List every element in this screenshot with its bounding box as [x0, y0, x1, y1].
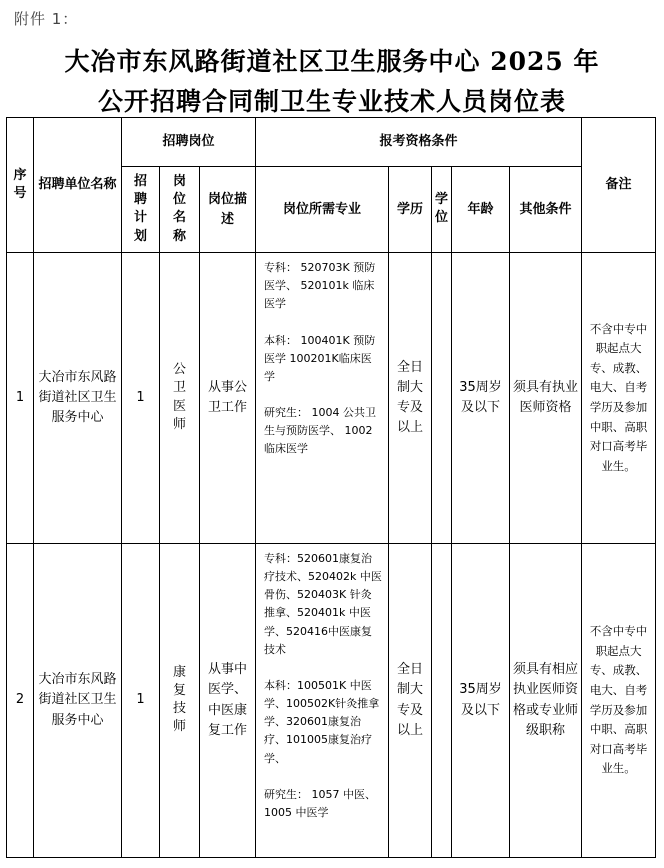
table-row: [7, 253, 656, 544]
header-age: 年龄: [452, 167, 510, 253]
row-seq: 1: [7, 253, 34, 544]
header-education: 学历: [389, 167, 432, 253]
header-degree: 学位: [432, 167, 452, 253]
row-other: 须具有执业医师资格: [510, 253, 582, 544]
row-plan: 1: [122, 544, 160, 858]
row-post-desc: 从事公卫工作: [200, 253, 256, 544]
row-plan: 1: [122, 253, 160, 544]
page-title-line1: 大冶市东风路街道社区卫生服务中心 2025 年: [64, 47, 600, 76]
header-unit: 招聘单位名称: [34, 118, 122, 253]
row-education: 全日制大专及以上: [389, 544, 432, 858]
row-remark: 不含中专中职起点大专、成教、电大、自考学历及参加中职、高职对口高考毕业生。: [582, 253, 656, 544]
page-title-line2: 公开招聘合同制卫生专业技术人员岗位表: [97, 87, 566, 116]
row-education: 全日制大专及以上: [389, 253, 432, 544]
row-other: 须具有相应执业医师资格或专业师级职称: [510, 544, 582, 858]
table-row: [7, 544, 656, 858]
header-seq: 序号: [7, 118, 34, 253]
row-unit: 大冶市东风路街道社区卫生服务中心: [34, 253, 122, 544]
header-post-desc: 岗位描述: [200, 167, 256, 253]
header-post-name: 岗位名称: [160, 167, 200, 253]
row-remark: 不含中专中职起点大专、成教、电大、自考学历及参加中职、高职对口高考毕业生。: [582, 544, 656, 858]
row-major: 专科：520601康复治疗技术、520402k 中医骨伤、520403K 针灸推拿、520401k 中医学、520416中医康复技术 本科：100501K 中医学、100502K针灸推拿学、320601康复治疗、101005康复治疗学、 研究生： 1057 中医、 1005 中医学: [256, 544, 389, 858]
recruitment-table: [6, 117, 656, 858]
header-qualification: 报考资格条件: [256, 118, 582, 167]
header-recruit-post: 招聘岗位: [122, 118, 256, 167]
header-row-1: [7, 118, 656, 167]
row-post-name: 公卫医师: [160, 253, 200, 544]
attachment-label: 附件 1：: [14, 10, 79, 28]
header-other: 其他条件: [510, 167, 582, 253]
row-degree: [432, 544, 452, 858]
header-major: 岗位所需专业: [256, 167, 389, 253]
header-plan: 招聘计划: [122, 167, 160, 253]
row-post-desc: 从事中医学、中医康复工作: [200, 544, 256, 858]
row-age: 35周岁及以下: [452, 544, 510, 858]
row-seq: 2: [7, 544, 34, 858]
row-post-name: 康复技师: [160, 544, 200, 858]
row-unit: 大冶市东风路街道社区卫生服务中心: [34, 544, 122, 858]
row-degree: [432, 253, 452, 544]
header-remark: 备注: [582, 118, 656, 253]
row-age: 35周岁及以下: [452, 253, 510, 544]
row-major: 专科： 520703K 预防医学、 520101k 临床医学 本科： 100401K 预防医学 100201K临床医学 研究生： 1004 公共卫生与预防医学、 1002 临床医学: [256, 253, 389, 544]
